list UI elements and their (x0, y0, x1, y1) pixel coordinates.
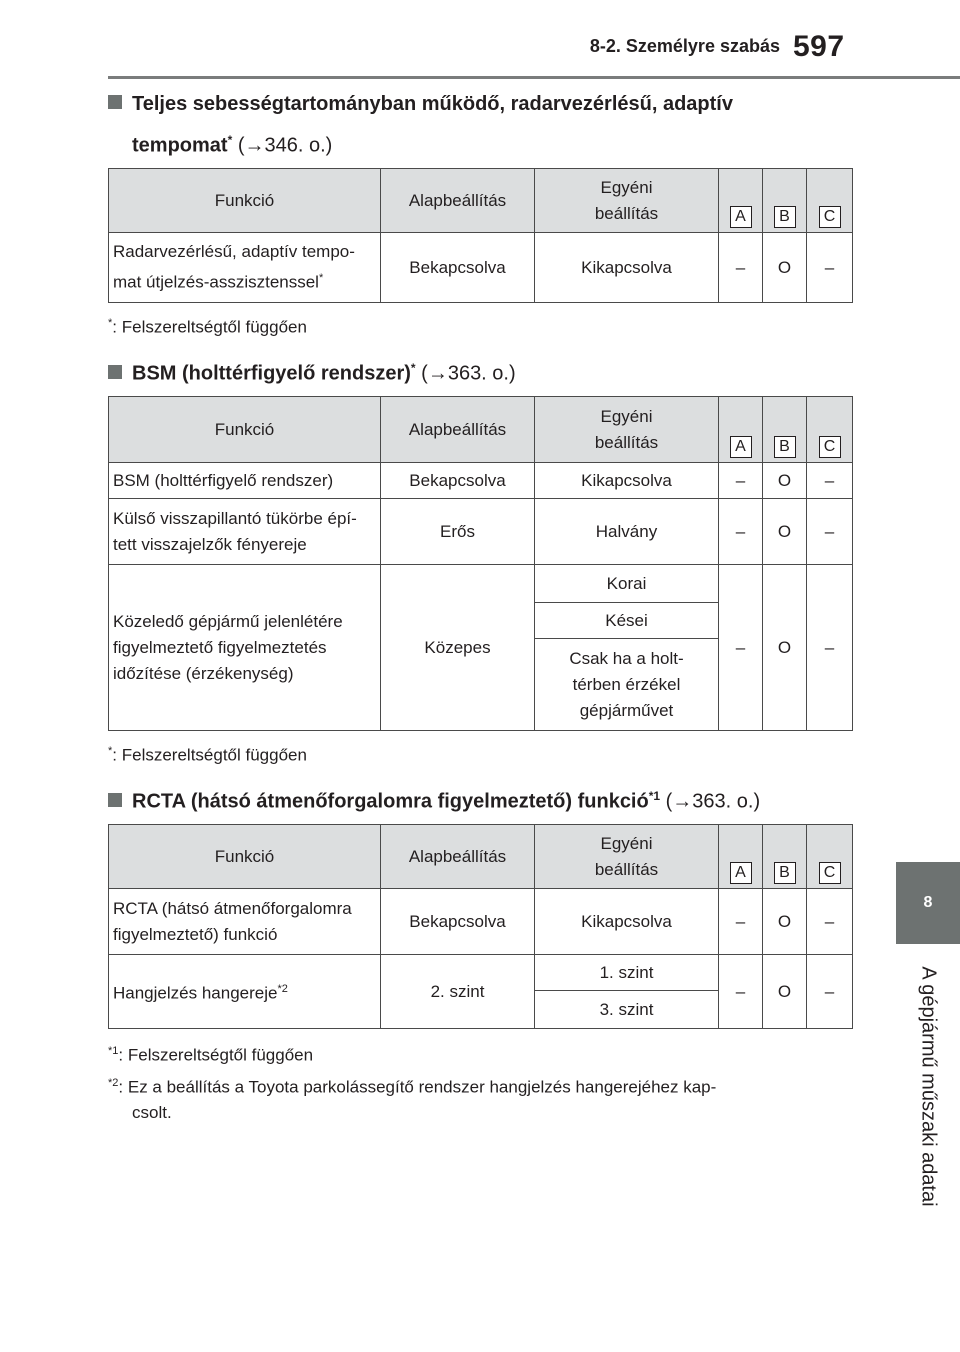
header-c: C (807, 169, 853, 233)
header-a: A (719, 825, 763, 889)
square-bullet-icon (108, 95, 122, 109)
header-function: Funkció (109, 397, 381, 463)
cell-custom: 1. szint (535, 955, 719, 991)
square-bullet-icon (108, 793, 122, 807)
cell-default: 2. szint (381, 955, 535, 1029)
footnote: $^{*1}$: Felszereltségtől függően (108, 1045, 314, 1065)
section1-heading-line2 (132, 118, 332, 168)
footnote: *: Felszereltségtől függően (108, 745, 307, 765)
cell-c: – (807, 955, 853, 1029)
cell-a: – (719, 463, 763, 499)
footnote: $^{*2}$: Ez a beállítás a Toyota parkolássegítő rendszer hangjelzés hangerejéhez kap- (108, 1077, 717, 1097)
cell-default: Bekapcsolva (381, 233, 535, 303)
chapter-tab: 8 (896, 862, 960, 944)
footnote-marker: * (227, 133, 233, 147)
cell-custom: Halvány (535, 499, 719, 565)
section3-title: RCTA (hátsó átmenőforgalomra figyelmeztető) funkció (132, 790, 649, 813)
page-reference: (→363. o.) (665, 790, 761, 813)
cell-a: – (719, 889, 763, 955)
cell-default: Erős (381, 499, 535, 565)
table-header-row (109, 397, 853, 463)
cell-a: – (719, 955, 763, 1029)
cell-c: – (807, 499, 853, 565)
cell-custom: Kikapcsolva (535, 889, 719, 955)
cell-function: Hangjelzés hangereje$^{*2}$ (109, 955, 381, 1029)
chapter-title-vertical (896, 956, 960, 1216)
cell-custom: Korai (535, 565, 719, 603)
cell-default: Bekapcsolva (381, 463, 535, 499)
footnote-marker: *1 (648, 789, 661, 803)
header-default: Alapbeállítás (381, 397, 535, 463)
table-header-row (109, 825, 853, 889)
cell-function: Radarvezérlésű, adaptív tempo- mat útjelzés-asszisztenssel* (109, 233, 381, 303)
section2-heading (108, 346, 516, 396)
header-function: Funkció (109, 825, 381, 889)
cell-b: O (763, 955, 807, 1029)
cell-default: Bekapcsolva (381, 889, 535, 955)
cell-c: – (807, 565, 853, 731)
header-c: C (807, 397, 853, 463)
footnote: *: Felszereltségtől függően (108, 317, 307, 337)
section3-heading (108, 774, 760, 824)
header-divider (108, 76, 960, 79)
header-b: B (763, 397, 807, 463)
table-rcta (108, 824, 853, 1029)
footnote-marker: * (410, 361, 416, 375)
header-custom: Egyéni beállítás (535, 169, 719, 233)
header-custom: Egyéni beállítás (535, 397, 719, 463)
header-a: A (719, 397, 763, 463)
section1-title: Teljes sebességtartományban működő, radarvezérlésű, adaptív (132, 93, 733, 115)
chapter-title: A gépjármű műszaki adatai (917, 965, 940, 1207)
cell-default: Közepes (381, 565, 535, 731)
cell-function: RCTA (hátsó átmenőforgalomra figyelmeztető) funkció (109, 889, 381, 955)
table-bsm (108, 396, 853, 731)
header-function: Funkció (109, 169, 381, 233)
cell-b: O (763, 233, 807, 303)
cell-function: BSM (holttérfigyelő rendszer) (109, 463, 381, 499)
cell-custom: Kikapcsolva (535, 463, 719, 499)
cell-c: – (807, 889, 853, 955)
cell-function: Közeledő gépjármű jelenlétére figyelmeztető figyelmeztetés időzítése (érzékenység) (109, 565, 381, 731)
cell-b: O (763, 463, 807, 499)
cell-a: – (719, 565, 763, 731)
table-row (109, 955, 853, 991)
page-number: 597 (793, 30, 845, 63)
section1-title-cont: tempomat (132, 134, 228, 157)
cell-c: – (807, 233, 853, 303)
cell-custom: Kikapcsolva (535, 233, 719, 303)
table-row (109, 233, 853, 303)
footnote-cont: csolt. (132, 1103, 172, 1122)
square-bullet-icon (108, 365, 122, 379)
cell-c: – (807, 463, 853, 499)
header-default: Alapbeállítás (381, 169, 535, 233)
header-b: B (763, 825, 807, 889)
cell-b: O (763, 889, 807, 955)
table-row (109, 463, 853, 499)
table-row (109, 499, 853, 565)
cell-b: O (763, 565, 807, 731)
table-cruise-control (108, 168, 853, 303)
section2-title: BSM (holttérfigyelő rendszer) (132, 362, 411, 385)
cell-a: – (719, 233, 763, 303)
page-reference: (→346. o.) (237, 134, 333, 157)
cell-function: Külső visszapillantó tükörbe épí- tett visszajelzők fényereje (109, 499, 381, 565)
cell-custom: 3. szint (535, 991, 719, 1029)
table-row (109, 889, 853, 955)
table-header-row (109, 169, 853, 233)
cell-custom: Kései (535, 603, 719, 639)
header-custom: Egyéni beállítás (535, 825, 719, 889)
cell-a: – (719, 499, 763, 565)
cell-b: O (763, 499, 807, 565)
table-row (109, 565, 853, 603)
page-reference: (→363. o.) (421, 362, 516, 385)
header-c: C (807, 825, 853, 889)
header-a: A (719, 169, 763, 233)
header-default: Alapbeállítás (381, 825, 535, 889)
header-b: B (763, 169, 807, 233)
cell-custom: Csak ha a holt- térben érzékel gépjárművet (535, 639, 719, 731)
section-title: 8-2. Személyre szabás (589, 36, 780, 56)
